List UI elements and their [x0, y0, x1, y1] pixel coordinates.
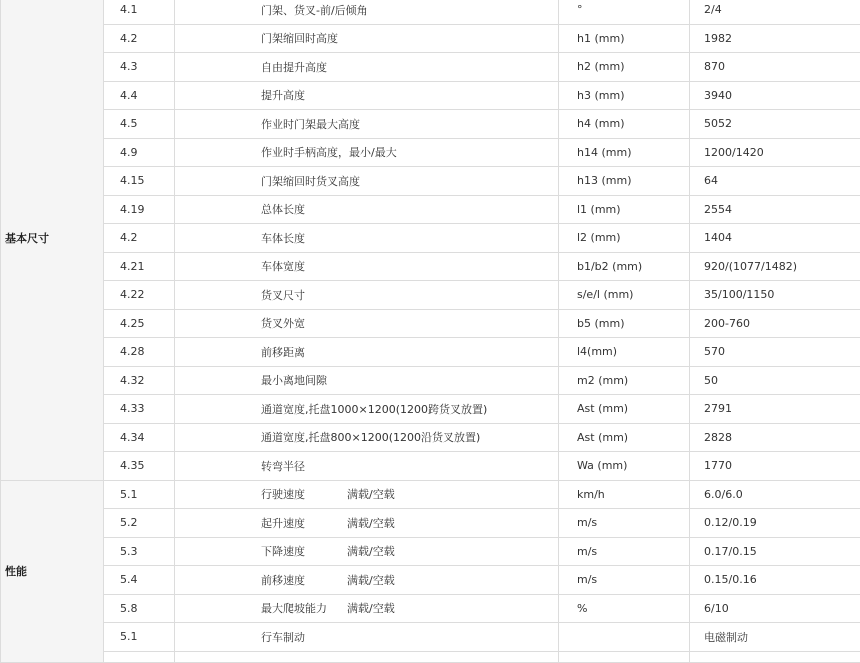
item-condition: 满载/空载	[347, 543, 395, 559]
item-description-text: 自由提升高度	[261, 59, 327, 75]
item-description	[175, 566, 559, 595]
item-description	[175, 594, 559, 623]
item-description-text: 起升速度	[261, 515, 347, 531]
item-description-text: 门架、货叉-前/后倾角	[261, 2, 368, 18]
item-unit: m/s	[559, 509, 690, 538]
item-description-text: 提升高度	[261, 87, 305, 103]
item-number: 4.33	[104, 395, 175, 424]
item-value: 6.0/6.0	[690, 480, 860, 509]
table-row	[1, 252, 860, 281]
table-row	[1, 281, 860, 310]
item-unit: Ast (mm)	[559, 423, 690, 452]
item-number: 5.1	[104, 480, 175, 509]
item-description-text: 最小离地间隙	[261, 372, 327, 388]
item-unit: h4 (mm)	[559, 110, 690, 139]
item-description-text: 行车制动	[261, 629, 305, 645]
item-value: 1770	[690, 452, 860, 481]
item-unit: h2 (mm)	[559, 53, 690, 82]
item-condition: 满载/空载	[347, 600, 395, 616]
item-number: 4.28	[104, 338, 175, 367]
item-value: 50	[690, 366, 860, 395]
item-number: 4.34	[104, 423, 175, 452]
table-row	[1, 423, 860, 452]
item-description-text: 车体长度	[261, 230, 305, 246]
item-number: 4.32	[104, 366, 175, 395]
item-description	[175, 480, 559, 509]
item-number: 4.1	[104, 0, 175, 24]
table-row	[1, 81, 860, 110]
table-row	[1, 537, 860, 566]
empty-cell	[690, 651, 860, 662]
item-value: 920/(1077/1482)	[690, 252, 860, 281]
item-condition: 满载/空载	[347, 572, 395, 588]
item-description	[175, 224, 559, 253]
item-number: 4.25	[104, 309, 175, 338]
group-label: 性能	[1, 480, 104, 662]
item-unit: m/s	[559, 537, 690, 566]
table-row	[1, 395, 860, 424]
item-value: 1404	[690, 224, 860, 253]
item-value: 5052	[690, 110, 860, 139]
item-number: 5.4	[104, 566, 175, 595]
item-value: 2/4	[690, 0, 860, 24]
item-unit: %	[559, 594, 690, 623]
item-unit: l2 (mm)	[559, 224, 690, 253]
item-value: 64	[690, 167, 860, 196]
item-description	[175, 167, 559, 196]
item-unit	[559, 623, 690, 652]
item-unit: Wa (mm)	[559, 452, 690, 481]
item-description	[175, 452, 559, 481]
item-value: 1982	[690, 24, 860, 53]
item-description	[175, 423, 559, 452]
table-row	[1, 594, 860, 623]
item-description	[175, 281, 559, 310]
item-description	[175, 252, 559, 281]
empty-cell	[559, 651, 690, 662]
table-row	[1, 623, 860, 652]
item-unit: b5 (mm)	[559, 309, 690, 338]
item-value: 0.17/0.15	[690, 537, 860, 566]
item-description-text: 门架缩回时货叉高度	[261, 173, 360, 189]
item-description-text: 前移距离	[261, 344, 305, 360]
item-description-text: 下降速度	[261, 543, 347, 559]
item-unit: km/h	[559, 480, 690, 509]
item-number: 4.9	[104, 138, 175, 167]
item-unit: h3 (mm)	[559, 81, 690, 110]
item-number: 4.19	[104, 195, 175, 224]
item-number: 5.3	[104, 537, 175, 566]
item-description-text: 作业时门架最大高度	[261, 116, 360, 132]
item-unit: h13 (mm)	[559, 167, 690, 196]
table-row	[1, 24, 860, 53]
item-value: 570	[690, 338, 860, 367]
item-description	[175, 110, 559, 139]
item-value: 0.15/0.16	[690, 566, 860, 595]
item-description-text: 通道宽度,托盘800×1200(1200沿货叉放置)	[261, 429, 480, 445]
item-condition: 满载/空载	[347, 486, 395, 502]
item-number: 4.3	[104, 53, 175, 82]
item-number: 4.5	[104, 110, 175, 139]
item-description-text: 行驶速度	[261, 486, 347, 502]
item-description-text: 前移速度	[261, 572, 347, 588]
item-condition: 满载/空载	[347, 515, 395, 531]
item-value: 3940	[690, 81, 860, 110]
table-row-partial	[1, 651, 860, 662]
table-row	[1, 566, 860, 595]
item-unit: l1 (mm)	[559, 195, 690, 224]
item-number: 4.2	[104, 24, 175, 53]
item-description-text: 作业时手柄高度，最小/最大	[261, 144, 397, 160]
item-unit: Ast (mm)	[559, 395, 690, 424]
item-number: 4.22	[104, 281, 175, 310]
item-description	[175, 623, 559, 652]
item-unit: s/e/l (mm)	[559, 281, 690, 310]
item-description-text: 最大爬坡能力	[261, 600, 347, 616]
item-value: 2791	[690, 395, 860, 424]
table-row	[1, 0, 860, 24]
item-number: 4.4	[104, 81, 175, 110]
item-number: 5.8	[104, 594, 175, 623]
item-unit: °	[559, 0, 690, 24]
item-description	[175, 509, 559, 538]
item-value: 200-760	[690, 309, 860, 338]
table-row	[1, 480, 860, 509]
item-number: 4.2	[104, 224, 175, 253]
item-number: 4.21	[104, 252, 175, 281]
item-description	[175, 338, 559, 367]
item-description-text: 总体长度	[261, 201, 305, 217]
item-description	[175, 81, 559, 110]
spec-table-body	[1, 0, 860, 662]
item-description-text: 转弯半径	[261, 458, 305, 474]
item-value: 0.12/0.19	[690, 509, 860, 538]
item-description	[175, 309, 559, 338]
item-unit: m/s	[559, 566, 690, 595]
item-value: 电磁制动	[690, 623, 860, 652]
item-unit: b1/b2 (mm)	[559, 252, 690, 281]
table-row	[1, 53, 860, 82]
table-row	[1, 366, 860, 395]
table-row	[1, 138, 860, 167]
item-description-text: 通道宽度,托盘1000×1200(1200跨货叉放置)	[261, 401, 487, 417]
item-description-text: 门架缩回时高度	[261, 30, 338, 46]
item-unit: m2 (mm)	[559, 366, 690, 395]
item-value: 2554	[690, 195, 860, 224]
table-row	[1, 309, 860, 338]
item-description	[175, 537, 559, 566]
item-description	[175, 53, 559, 82]
item-value: 870	[690, 53, 860, 82]
table-row	[1, 338, 860, 367]
group-label: 基本尺寸	[1, 0, 104, 480]
item-number: 5.2	[104, 509, 175, 538]
item-value: 6/10	[690, 594, 860, 623]
table-row	[1, 110, 860, 139]
table-row	[1, 167, 860, 196]
table-row	[1, 509, 860, 538]
item-description	[175, 138, 559, 167]
item-number: 4.15	[104, 167, 175, 196]
item-value: 35/100/1150	[690, 281, 860, 310]
item-unit: h14 (mm)	[559, 138, 690, 167]
item-description	[175, 366, 559, 395]
item-unit: l4(mm)	[559, 338, 690, 367]
item-description	[175, 24, 559, 53]
item-value: 1200/1420	[690, 138, 860, 167]
table-row	[1, 452, 860, 481]
item-unit: h1 (mm)	[559, 24, 690, 53]
item-number: 4.35	[104, 452, 175, 481]
item-description-text: 货叉尺寸	[261, 287, 305, 303]
table-row	[1, 224, 860, 253]
item-description-text: 车体宽度	[261, 258, 305, 274]
item-description	[175, 195, 559, 224]
empty-cell	[175, 651, 559, 662]
empty-cell	[104, 651, 175, 662]
item-value: 2828	[690, 423, 860, 452]
item-number: 5.1	[104, 623, 175, 652]
item-description	[175, 0, 559, 24]
table-row	[1, 195, 860, 224]
item-description	[175, 395, 559, 424]
item-description-text: 货叉外宽	[261, 315, 305, 331]
